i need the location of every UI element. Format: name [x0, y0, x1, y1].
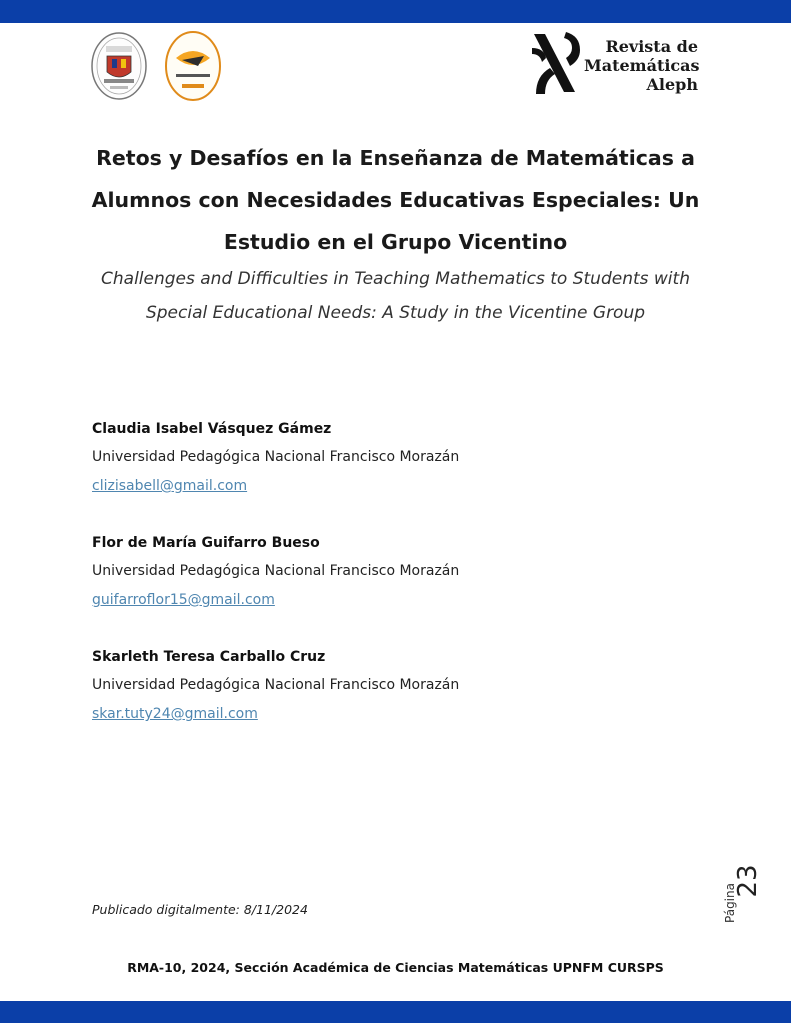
- author-name: Skarleth Teresa Carballo Cruz: [92, 649, 326, 665]
- author-affiliation: Universidad Pedagógica Nacional Francisco Morazán: [92, 449, 460, 465]
- footer-citation: RMA-10, 2024, Sección Académica de Ciencias Matemáticas UPNFM CURSPS: [127, 960, 664, 975]
- top-blue-band: [0, 0, 791, 23]
- title-line: Challenges and Difficulties in Teaching Mathematics to Students with: [101, 269, 690, 289]
- publication-date: Publicado digitalmente: 8/11/2024: [92, 902, 308, 917]
- title-line: Estudio en el Grupo Vicentino: [223, 230, 568, 254]
- title-line: Special Educational Needs: A Study in the Vicentine Group: [145, 303, 646, 323]
- author-name: Flor de María Guifarro Bueso: [92, 535, 320, 551]
- author-block: [92, 415, 712, 500]
- journal-name-line: Matemáticas: [584, 56, 700, 75]
- title-line: Alumnos con Necesidades Educativas Especiales: Un: [91, 188, 700, 212]
- author-name: Claudia Isabel Vásquez Gámez: [92, 421, 332, 437]
- math-section-logo-icon: [164, 30, 222, 102]
- page-number: [722, 845, 766, 931]
- title-line: Retos y Desafíos en la Enseñanza de Matemáticas a: [96, 146, 695, 170]
- university-crest-icon: [90, 31, 148, 101]
- journal-name: [584, 37, 698, 94]
- author-email-link[interactable]: skar.tuty24@gmail.com: [92, 706, 258, 722]
- article-title-spanish: [60, 137, 731, 263]
- page-number-value: 23: [733, 864, 763, 898]
- article-title-english: [60, 262, 731, 330]
- author-block: [92, 529, 712, 614]
- aleph-logo-icon: [528, 28, 586, 100]
- journal-name-line: Aleph: [646, 75, 698, 94]
- bottom-blue-band: [0, 1001, 791, 1023]
- author-block: [92, 643, 712, 728]
- journal-name-line: Revista de: [605, 37, 698, 56]
- page-label: Página: [723, 883, 737, 923]
- author-affiliation: Universidad Pedagógica Nacional Francisco Morazán: [92, 677, 460, 693]
- author-email-link[interactable]: clizisabell@gmail.com: [92, 478, 248, 494]
- author-affiliation: Universidad Pedagógica Nacional Francisco Morazán: [92, 563, 460, 579]
- author-email-link[interactable]: guifarroflor15@gmail.com: [92, 592, 275, 608]
